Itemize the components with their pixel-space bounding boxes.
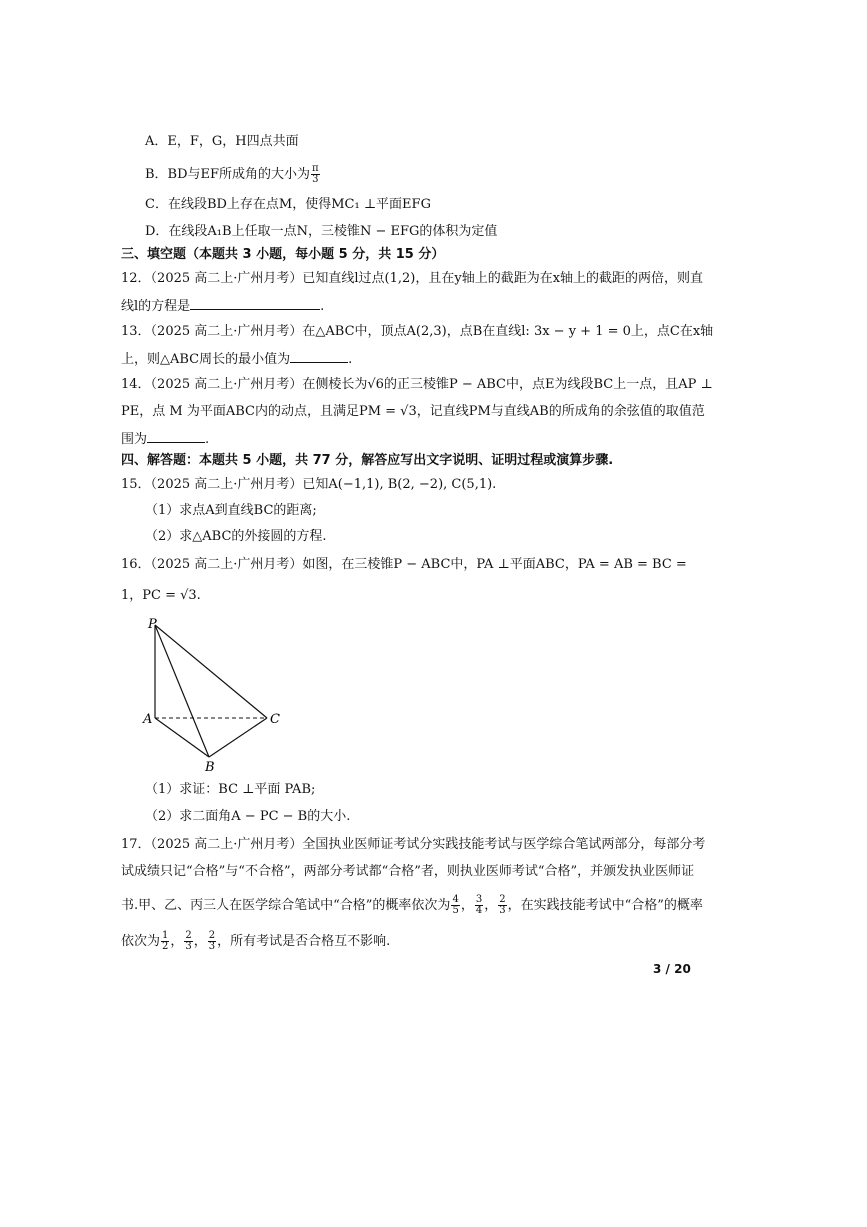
fraction [184, 931, 192, 952]
fraction [208, 931, 216, 952]
frac-numerator: 2 [499, 894, 506, 905]
option-b-fraction [311, 164, 320, 185]
q17-line1: 17．（2025 高二上·广州月考）全国执业医师证考试分实践技能考试与医学综合笔试两部分，每部分考 [121, 837, 706, 852]
label-C: C [270, 712, 280, 727]
q17-line4 [121, 931, 390, 952]
separator: ， [460, 898, 474, 913]
frac-denominator: 3 [208, 941, 216, 952]
frac-denominator: 4 [475, 905, 483, 916]
fraction [161, 931, 169, 952]
frac-denominator: 3 [499, 905, 506, 916]
q16-sub2: （2）求二面角A − PC − B的大小. [145, 809, 351, 824]
frac-denominator: 3 [185, 941, 192, 952]
q12-line1: 12．（2025 高二上·广州月考）已知直线l过点(1,2)，且在y轴上的截距为在x轴上的截距的两倍，则直 [121, 271, 704, 286]
option-d: D．在线段A₁B上任取一点N，三棱锥N − EFG的体积为定值 [145, 224, 498, 239]
q17-line3-text: 书.甲、乙、丙三人在医学综合笔试中“合格”的概率依次为 [121, 898, 451, 913]
section-4-heading: 四、解答题：本题共 5 小题，共 77 分，解答应写出文字说明、证明过程或演算步骤. [121, 453, 614, 468]
q12-end: . [320, 299, 325, 314]
q17-line2: 试成绩只记“合格”与“不合格”，两部分考试都“合格”者，则执业医师考试“合格”，并颁发执业医师证 [121, 864, 695, 879]
q17-line3-suffix: ，在实践技能考试中“合格”的概率 [507, 898, 703, 913]
page-number: 3 / 20 [653, 962, 691, 976]
q14-answer-blank[interactable] [147, 429, 205, 443]
q13-line1: 13．（2025 高二上·广州月考）在△ABC中，顶点A(2,3)，点B在直线l: 3x − y + 1 = 0上，点C在x轴 [121, 324, 714, 339]
separator: ， [484, 898, 498, 913]
fraction [498, 895, 506, 916]
frac-denominator: 2 [162, 941, 169, 952]
edge-PC [155, 625, 267, 718]
option-c: C．在线段BD上存在点M，使得MC₁ ⊥平面EFG [145, 197, 431, 212]
edge-BC [209, 718, 267, 757]
frac-numerator: 2 [185, 930, 192, 941]
q15-line1: 15．（2025 高二上·广州月考）已知A(−1,1), B(2, −2), C(5,1). [121, 477, 497, 492]
q16-line2: 1，PC = √3. [121, 588, 201, 603]
separator: ， [170, 934, 184, 949]
q17-line4-text: 依次为 [121, 934, 161, 949]
option-b [145, 164, 321, 185]
q16-line1: 16．（2025 高二上·广州月考）如图，在三棱锥P − ABC中，PA ⊥平面ABC，PA = AB = BC = [121, 557, 687, 572]
q13-end: . [348, 352, 353, 367]
q13-answer-blank[interactable] [290, 349, 348, 363]
q12-line2 [121, 296, 324, 316]
frac-numerator: 4 [452, 894, 459, 905]
q17-line3 [121, 895, 703, 916]
frac-numerator: 3 [475, 894, 483, 905]
q14-end: . [205, 432, 210, 447]
q12-text: 线l的方程是 [121, 299, 191, 314]
label-P: P [148, 617, 157, 632]
fraction [451, 895, 459, 916]
q14-line3 [121, 429, 209, 449]
label-B: B [205, 760, 215, 775]
frac-denominator: 3 [312, 174, 319, 185]
q13-line2 [121, 349, 352, 369]
q14-line1: 14．（2025 高二上·广州月考）在侧棱长为√6的正三棱锥P − ABC中，点E为线段BC上一点，且AP ⊥ [121, 377, 713, 392]
frac-numerator: 1 [162, 930, 169, 941]
section-3-heading: 三、填空题（本题共 3 小题，每小题 5 分，共 15 分） [121, 247, 445, 262]
option-a: A．E，F，G，H四点共面 [145, 134, 299, 149]
q15-sub1: （1）求点A到直线BC的距离; [145, 503, 317, 518]
fraction [475, 895, 483, 916]
q17-line4-suffix: ，所有考试是否合格互不影响. [217, 934, 391, 949]
option-b-text: B．BD与EF所成角的大小为 [145, 167, 311, 182]
label-A: A [143, 712, 153, 727]
separator: ， [193, 934, 207, 949]
q14-text: 围为 [121, 432, 148, 447]
frac-denominator: 5 [452, 905, 459, 916]
pyramid-figure [140, 612, 290, 777]
frac-numerator: 2 [208, 930, 216, 941]
q16-sub1: （1）求证：BC ⊥平面 PAB; [145, 782, 316, 797]
q13-text: 上，则△ABC周长的最小值为 [121, 352, 291, 367]
q15-sub2: （2）求△ABC的外接圆的方程. [145, 529, 327, 544]
frac-numerator: π [312, 163, 319, 174]
q12-answer-blank[interactable] [190, 296, 320, 310]
q14-line2: PE，点 M 为平面ABC内的动点，且满足PM = √3，记直线PM与直线AB的所成角的余弦值的取值范 [121, 404, 705, 419]
